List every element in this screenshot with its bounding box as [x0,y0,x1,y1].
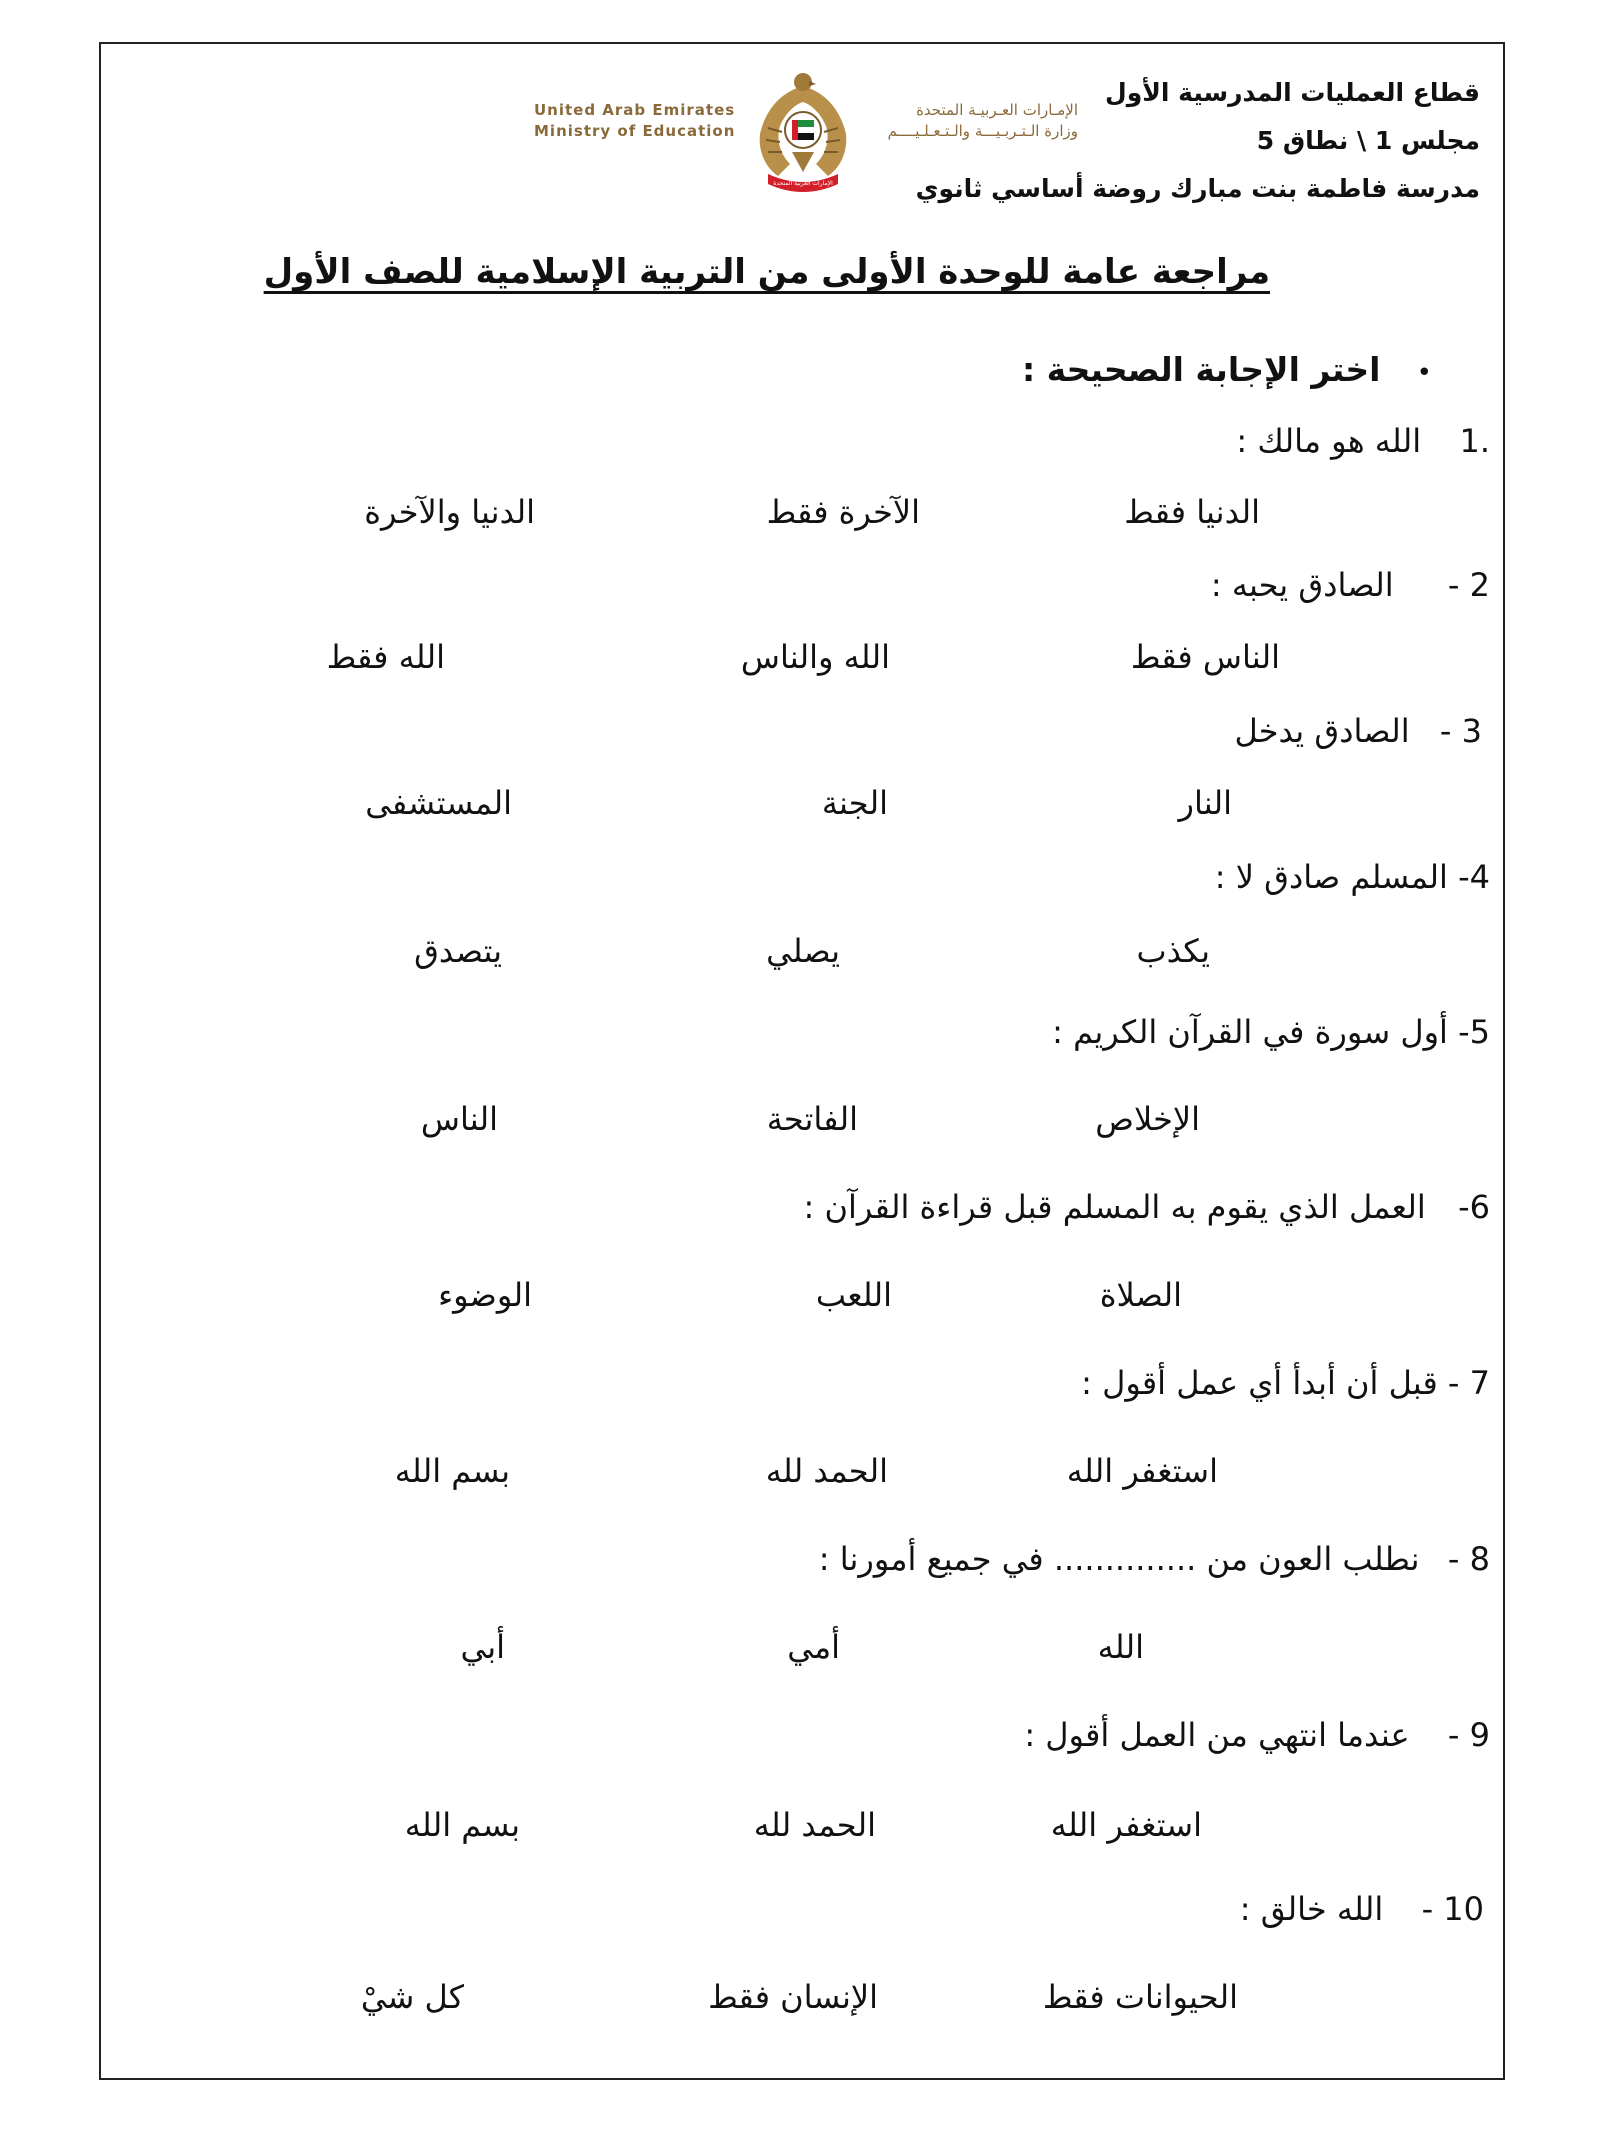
ministry-name-en [534,100,735,142]
question-text: أول سورة في القرآن الكريم : [1052,1013,1448,1051]
option-9-b[interactable]: الحمد لله [753,1806,876,1844]
option-2-b[interactable]: الله والناس [740,638,890,676]
question-text: قبل أن أبدأ أي عمل أقول : [1081,1364,1438,1402]
option-8-b[interactable]: أمي [787,1628,840,1666]
question-3 [1234,712,1482,750]
question-number: 4- [1458,858,1490,896]
option-5-b[interactable]: الفاتحة [766,1100,858,1138]
option-7-b[interactable]: الحمد لله [765,1452,888,1490]
question-text: المسلم صادق لا : [1214,858,1448,896]
question-7 [1081,1364,1490,1402]
option-7-c[interactable]: بسم الله [394,1452,510,1490]
question-number: 5- [1458,1013,1490,1051]
question-2 [1211,566,1490,604]
bullet-icon: • [1416,358,1432,388]
option-9-a[interactable]: استغفر الله [1050,1806,1202,1844]
option-9-c[interactable]: بسم الله [404,1806,520,1844]
question-1 [1236,422,1490,460]
option-1-a[interactable]: الدنيا فقط [1124,493,1260,531]
option-3-b[interactable]: الجنة [821,784,888,822]
option-10-b[interactable]: الإنسان فقط [708,1978,878,2016]
page-border [99,42,1505,2080]
emblem-banner-text: الإمارات العربية المتحدة [773,180,833,187]
question-10 [1240,1890,1484,1928]
ministry-en-line2: Ministry of Education [534,122,736,140]
option-1-c[interactable]: الدنيا والآخرة [364,493,535,531]
ministry-name-ar [878,100,1078,142]
option-6-b[interactable]: اللعب [815,1276,892,1314]
question-number: 8 - [1447,1540,1490,1578]
option-2-c[interactable]: الله فقط [326,638,445,676]
option-8-a[interactable]: الله [1097,1628,1144,1666]
question-text: الله هو مالك : [1236,422,1422,460]
question-5 [1052,1013,1490,1051]
option-4-b[interactable]: يصلي [766,932,840,970]
question-8 [819,1540,1490,1578]
option-7-a[interactable]: استغفر الله [1066,1452,1218,1490]
question-text: العمل الذي يقوم به المسلم قبل قراءة القرآن : [803,1188,1426,1226]
ministry-en-line1: United Arab Emirates [534,101,736,119]
question-number: 7 - [1447,1364,1490,1402]
question-text: عندما انتهي من العمل أقول : [1024,1716,1410,1754]
option-10-a[interactable]: الحيوانات فقط [1042,1978,1238,2016]
option-4-c[interactable]: يتصدق [414,932,502,970]
question-number: 3 - [1439,712,1482,750]
option-6-a[interactable]: الصلاة [1099,1276,1182,1314]
option-3-c[interactable]: المستشفى [365,784,512,822]
question-text: نطلب العون من .............. في جميع أمورنا : [818,1540,1420,1578]
instruction-text: اختر الإجابة الصحيحة : [1021,350,1381,389]
question-number: 2 - [1447,566,1490,604]
question-text: الله خالق : [1239,1890,1384,1928]
option-10-c[interactable]: كل شيْ [360,1978,464,2016]
uae-falcon-emblem-icon [752,68,854,192]
council-line: مجلس 1 \ نطاق 5 [1256,126,1480,155]
question-number: .1 [1459,422,1490,460]
option-6-c[interactable]: الوضوء [438,1276,532,1314]
question-number: 6- [1458,1188,1490,1226]
question-6 [804,1188,1491,1226]
school-line: مدرسة فاطمة بنت مبارك روضة أساسي ثانوي [915,174,1480,203]
option-8-c[interactable]: أبي [460,1628,505,1666]
page-title: مراجعة عامة للوحدة الأولى من التربية الإسلامية للصف الأول [263,252,1270,292]
option-3-a[interactable]: النار [1178,784,1232,822]
option-5-a[interactable]: الإخلاص [1095,1100,1200,1138]
option-4-a[interactable]: يكذب [1136,932,1210,970]
ministry-ar-line2: وزارة الـتـربـيـــة والـتـعـلـيــــم [887,122,1078,140]
option-5-c[interactable]: الناس [420,1100,498,1138]
instruction-line [1022,350,1432,389]
option-2-a[interactable]: الناس فقط [1130,638,1280,676]
question-number: 10 - [1421,1890,1484,1928]
question-9 [1024,1716,1490,1754]
ministry-ar-line1: الإمـارات العـربيـة المتحدة [916,101,1078,119]
option-1-b[interactable]: الآخرة فقط [766,493,920,531]
sector-line: قطاع العمليات المدرسية الأول [1105,78,1480,107]
question-4 [1215,858,1490,896]
question-text: الصادق يدخل [1234,712,1410,750]
question-text: الصادق يحبه : [1210,566,1394,604]
question-number: 9 - [1447,1716,1490,1754]
